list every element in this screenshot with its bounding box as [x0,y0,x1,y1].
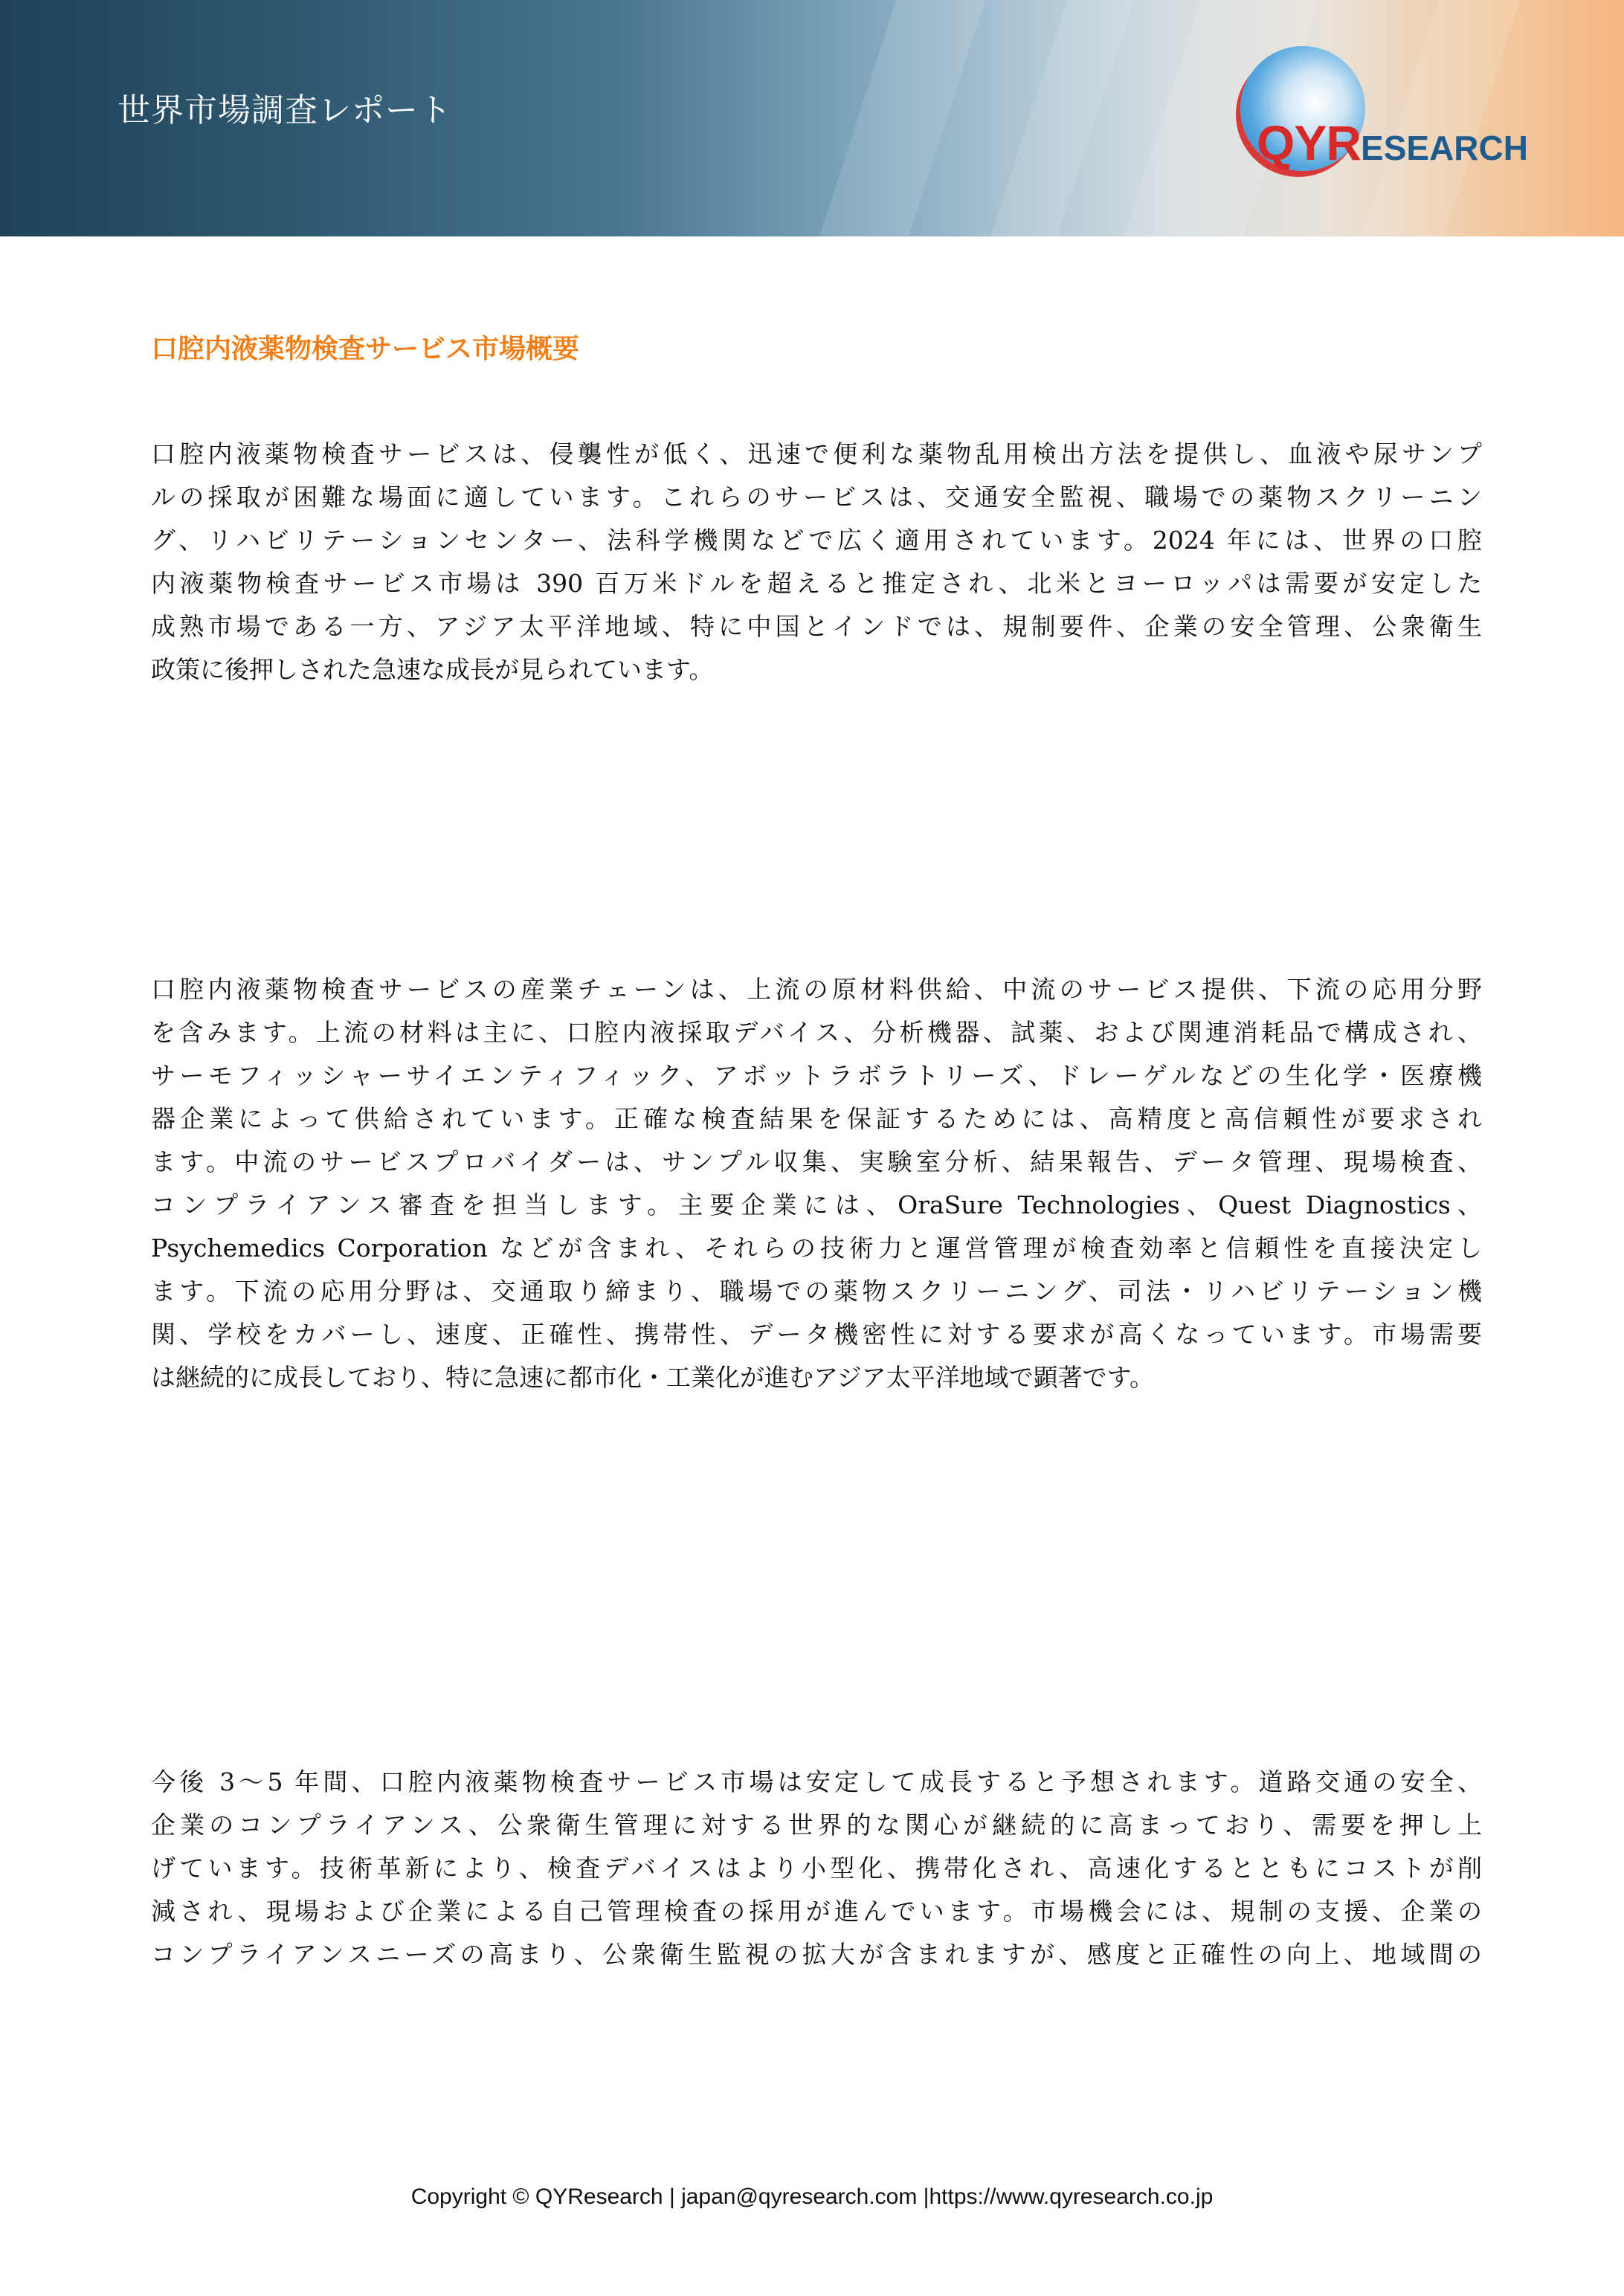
qyresearch-logo [1240,46,1553,195]
text-line: 成熟市場である一方、アジア太平洋地域、特に中国とインドでは、規制要件、企業の安全管理、公衆衛生 [151,612,1482,641]
report-header-title: 世界市場調査レポート [117,91,452,129]
text-line: 今後 3～5 年間、口腔内液薬物検査サービス市場は安定して成長すると予想されます。道路交通の安全、 [151,1767,1482,1796]
text-line: げています。技術革新により、検査デバイスはより小型化、携帯化され、高速化するとともにコストが削 [151,1854,1482,1883]
text-line: 口腔内液薬物検査サービスは、侵襲性が低く、迅速で便利な薬物乱用検出方法を提供し、血液や尿サンプ [151,439,1482,468]
paragraph-industry-chain [151,968,1482,1399]
text-line: Psychemedics Corporation などが含まれ、それらの技術力と運営管理が検査効率と信頼性を直接決定し [151,1234,1482,1263]
text-line: ルの採取が困難な場面に適しています。これらのサービスは、交通安全監視、職場での薬物スクリーニン [151,483,1482,512]
logo-qyr: QYR [1257,115,1362,170]
section-title: 口腔内液薬物検査サービス市場概要 [151,334,580,364]
text-line: 口腔内液薬物検査サービスの産業チェーンは、上流の原材料供給、中流のサービス提供、下流の応用分野 [151,975,1482,1004]
text-line: 政策に後押しされた急速な成長が見られています。 [151,655,714,684]
text-line: ます。中流のサービスプロバイダーは、サンプル収集、実験室分析、結果報告、データ管理、現場検査、 [151,1147,1482,1176]
text-line: コンプライアンス審査を担当します。主要企業には、OraSure Technologies、Quest Diagnostics、 [151,1190,1482,1219]
paragraph-outlook [151,1761,1482,1976]
text-line: 内液薬物検査サービス市場は 390 百万米ドルを超えると推定され、北米とヨーロッパは需要が安定した [151,569,1482,598]
decorative-stripe [976,0,1144,236]
text-line: コンプライアンスニーズの高まり、公衆衛生監視の拡大が含まれますが、感度と正確性の向上、地域間の [151,1940,1482,1969]
page-footer-copyright: Copyright © QYResearch | japan@qyresearch.com |https://www.qyresearch.co.jp [410,2184,1214,2209]
text-line: 企業のコンプライアンス、公衆衛生管理に対する世界的な関心が継続的に高まっており、需要を押し上 [151,1810,1482,1839]
text-line: は継続的に成長しており、特に急速に都市化・工業化が進むアジア太平洋地域で顕著です。 [151,1363,1155,1392]
decorative-stripe [805,0,995,236]
text-line: を含みます。上流の材料は主に、口腔内液採取デバイス、分析機器、試薬、および関連消耗品で構成され、 [151,1018,1482,1047]
text-line: 関、学校をカバーし、速度、正確性、携帯性、データ機密性に対する要求が高くなっています。市場需要 [151,1320,1482,1349]
text-line: サーモフィッシャーサイエンティフィック、アボットラボラトリーズ、ドレーゲルなどの生化学・医療機 [151,1061,1482,1090]
text-line: 減され、現場および企業による自己管理検査の採用が進んでいます。市場機会には、規制の支援、企業の [151,1897,1482,1926]
logo-esearch: ESEARCH [1361,129,1528,167]
text-line: 器企業によって供給されています。正確な検査結果を保証するためには、高精度と高信頼性が要求され [151,1104,1482,1133]
paragraph-overview [151,433,1482,691]
text-line: ます。下流の応用分野は、交通取り締まり、職場での薬物スクリーニング、司法・リハビリテーション機 [151,1277,1482,1306]
text-line: グ、リハビリテーションセンター、法科学機関などで広く適用されています。2024 年には、世界の口腔 [151,526,1482,555]
report-header-banner [0,0,1624,236]
logo-wordmark [1257,115,1528,171]
